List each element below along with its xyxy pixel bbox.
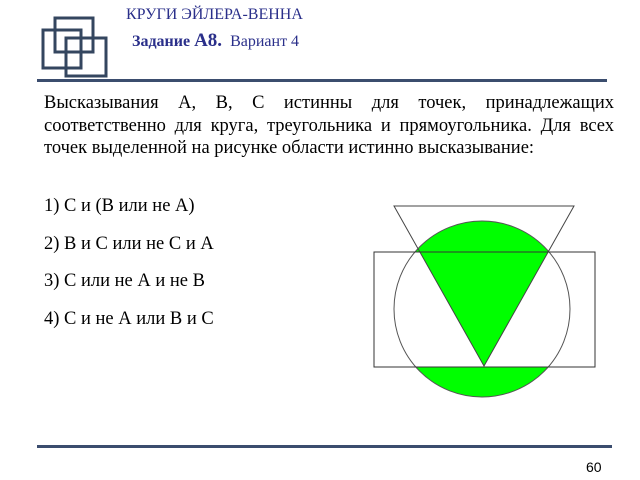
page-number: 60: [586, 459, 602, 475]
variant-label: Вариант 4: [230, 33, 300, 50]
task-code: А8.: [194, 30, 223, 51]
highlight-bottom-segment: [380, 367, 590, 407]
highlight-top-cap: [380, 200, 590, 252]
task-label: Задание: [132, 33, 191, 50]
answer-option-3: 3) С или не А и не В: [44, 271, 205, 291]
slide-title: КРУГИ ЭЙЛЕРА-ВЕННА: [126, 6, 303, 23]
answer-option-2: 2) В и С или не С и А: [44, 234, 214, 254]
footer-divider: [37, 445, 612, 448]
problem-statement: Высказывания А, В, С истинны для точек, принадлежащих соответственно для круга, треугольника и прямоугольника. Для всех точек выделенной на рисунке области истинно высказывание:: [44, 93, 614, 158]
answer-option-1: 1) С и (В или не А): [44, 196, 195, 216]
answer-option-4: 4) С и не А или В и С: [44, 309, 214, 329]
